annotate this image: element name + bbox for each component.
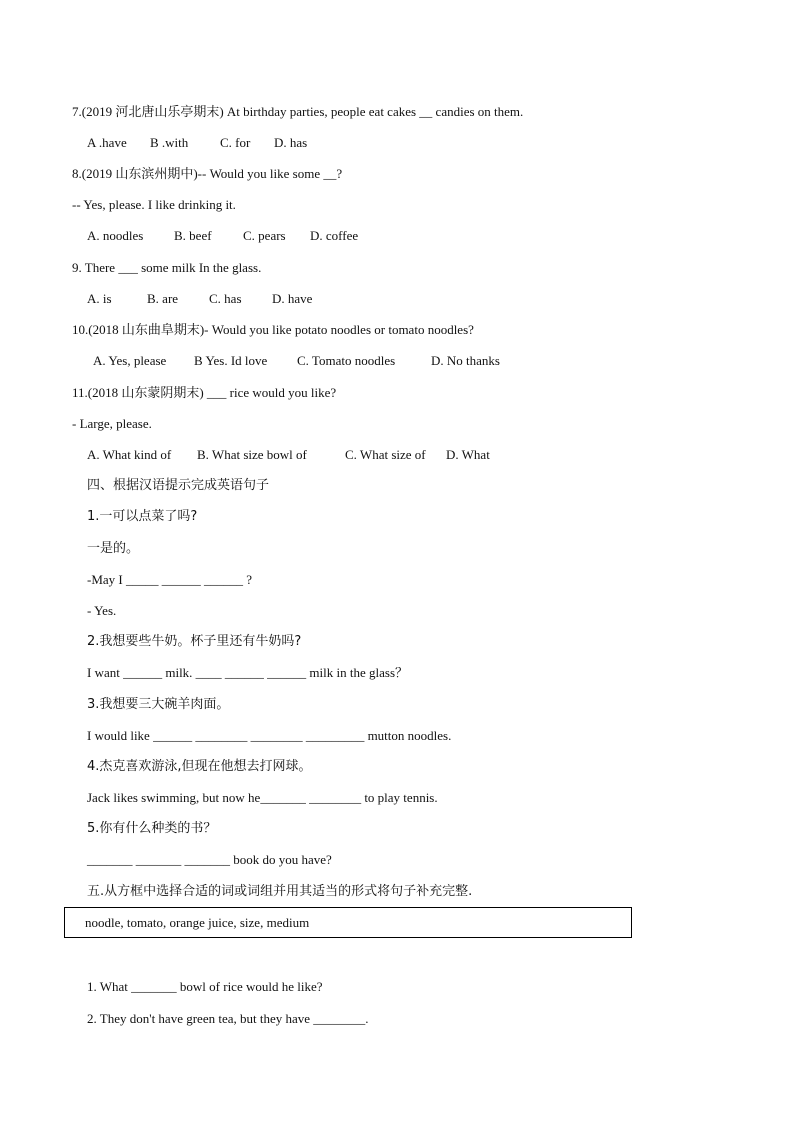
word-box-text: noodle, tomato, orange juice, size, medium xyxy=(85,915,310,930)
question-11-stem: 11.(2018 山东蒙阴期末) ___ rice would you like? xyxy=(72,385,337,400)
item-5-english: _______ _______ _______ book do you have? xyxy=(87,852,332,867)
question-8-stem: 8.(2019 山东滨州期中)-- Would you like some __? xyxy=(72,166,343,181)
option-b: B. are xyxy=(147,291,179,306)
option-d: D. coffee xyxy=(310,228,359,243)
option-d: D. have xyxy=(272,291,313,306)
option-d: D. No thanks xyxy=(431,353,500,368)
item-1-chinese: 1.一可以点菜了吗? xyxy=(87,509,198,524)
question-9-stem: 9. There ___ some milk In the glass. xyxy=(72,260,262,275)
item-4-chinese: 4.杰克喜欢游泳,但现在他想去打网球。 xyxy=(87,759,312,774)
section-5-heading: 五.从方框中选择合适的词或词组并用其适当的形式将句子补充完整. xyxy=(87,884,473,899)
section-4-heading: 四、根据汉语提示完成英语句子 xyxy=(87,478,270,493)
option-a: A .have xyxy=(87,135,127,150)
option-b: B Yes. Id love xyxy=(194,353,268,368)
option-c: C. pears xyxy=(243,228,286,243)
option-c: C. What size of xyxy=(345,447,426,462)
item-2-english: I want ______ milk. ____ ______ ______ milk in the glass？ xyxy=(87,665,409,680)
section-5-item-1: 1. What _______ bowl of rice would he like? xyxy=(87,979,323,994)
option-a: A. What kind of xyxy=(87,447,172,462)
item-5-chinese: 5.你有什么种类的书？ xyxy=(87,821,217,836)
item-2-chinese: 2.我想要些牛奶。杯子里还有牛奶吗? xyxy=(87,634,302,649)
option-b: B. What size bowl of xyxy=(197,447,307,462)
item-1-chinese-reply: 一是的。 xyxy=(87,541,140,556)
section-5-item-2: 2. They don't have green tea, but they have ________. xyxy=(87,1011,369,1026)
item-1-english: -May I _____ ______ ______ ? xyxy=(87,572,253,587)
question-10-stem: 10.(2018 山东曲阜期末)- Would you like potato noodles or tomato noodles? xyxy=(72,322,474,337)
option-c: C. has xyxy=(209,291,242,306)
option-b: B. beef xyxy=(174,228,212,243)
item-3-english: I would like ______ ________ ________ _________ mutton noodles. xyxy=(87,728,452,743)
item-3-chinese: 3.我想要三大碗羊肉面。 xyxy=(87,697,230,712)
option-d: D. has xyxy=(274,135,308,150)
item-4-english: Jack likes swimming, but now he_______ ________ to play tennis. xyxy=(87,790,438,805)
option-a: A. noodles xyxy=(87,228,144,243)
question-8-reply: -- Yes, please. I like drinking it. xyxy=(72,197,236,212)
word-box xyxy=(64,907,632,938)
option-c: C. Tomato noodles xyxy=(297,353,396,368)
option-a: A. is xyxy=(87,291,112,306)
option-b: B .with xyxy=(150,135,189,150)
option-c: C. for xyxy=(220,135,251,150)
option-d: D. What xyxy=(446,447,490,462)
question-11-reply: - Large, please. xyxy=(72,416,152,431)
item-1-english-reply: - Yes. xyxy=(87,603,117,618)
option-a: A. Yes, please xyxy=(93,353,167,368)
question-7-stem: 7.(2019 河北唐山乐亭期末) At birthday parties, people eat cakes __ candies on them. xyxy=(72,104,524,119)
